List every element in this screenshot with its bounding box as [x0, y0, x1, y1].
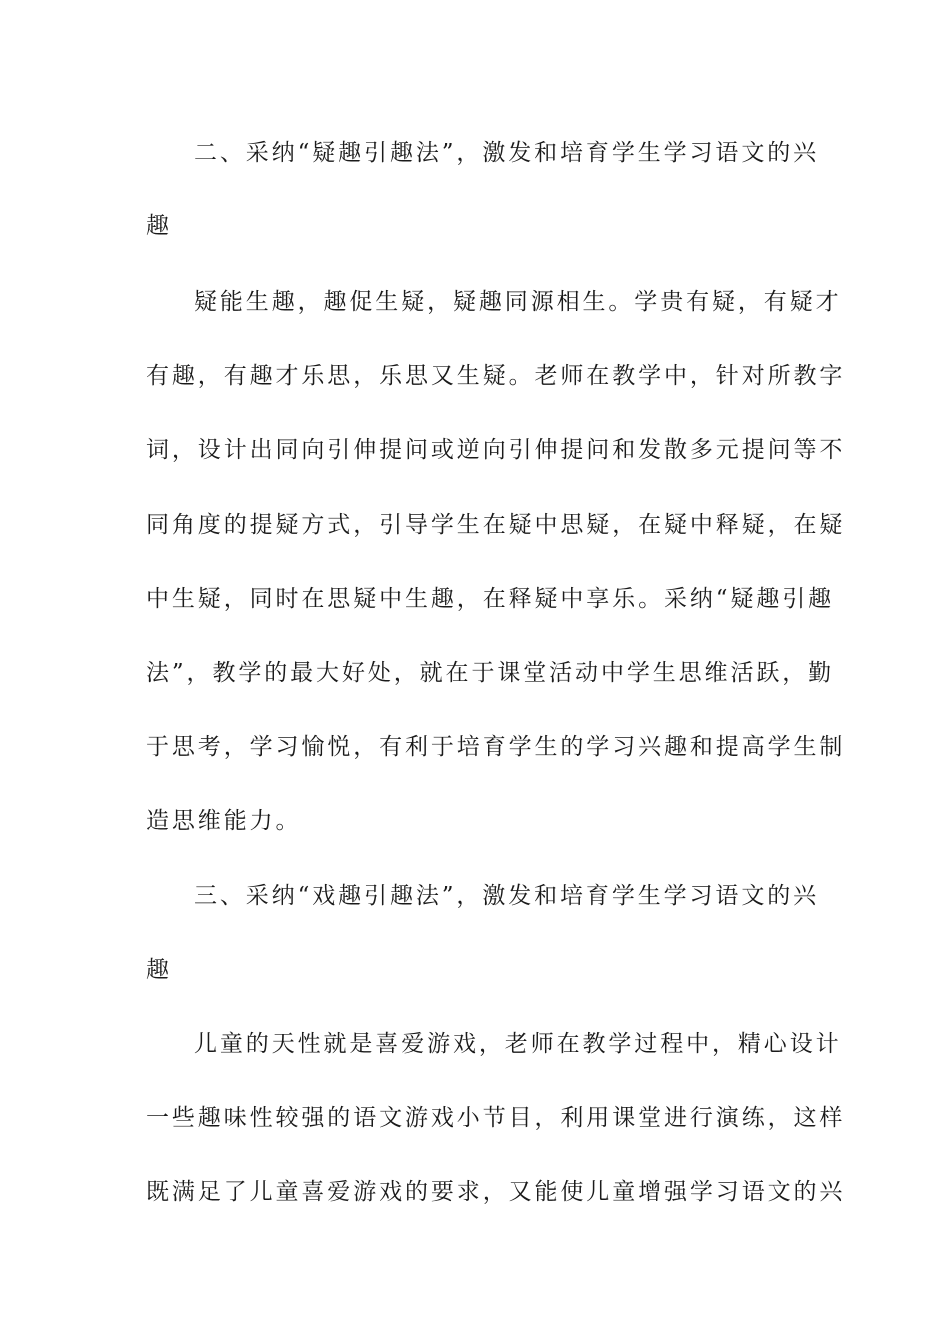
paragraph-line: 有趣，有趣才乐思，乐思又生疑。老师在教学中，针对所教字: [146, 363, 846, 389]
paragraph-line: 既满足了儿童喜爱游戏的要求，又能使儿童增强学习语文的兴: [146, 1179, 846, 1205]
paragraph-line: 疑能生趣，趣促生疑，疑趣同源相生。学贵有疑，有疑才: [194, 289, 842, 315]
paragraph-line: 词，设计出同向引伸提问或逆向引伸提问和发散多元提问等不: [146, 437, 846, 463]
section-heading-3-continued: 趣: [146, 957, 172, 983]
section-heading-2-continued: 趣: [146, 213, 172, 239]
section-heading-3: 三、采纳“戏趣引趣法”，激发和培育学生学习语文的兴: [194, 883, 820, 909]
paragraph-line: 同角度的提疑方式，引导学生在疑中思疑，在疑中释疑，在疑: [146, 512, 846, 538]
paragraph-line: 儿童的天性就是喜爱游戏，老师在教学过程中，精心设计: [194, 1031, 842, 1057]
paragraph-line: 于思考，学习愉悦，有利于培育学生的学习兴趣和提高学生制: [146, 734, 846, 760]
paragraph-line: 中生疑，同时在思疑中生趣，在释疑中享乐。采纳“疑趣引趣: [146, 586, 835, 612]
paragraph-line: 造思维能力。: [146, 808, 302, 834]
paragraph-line: 法”，教学的最大好处，就在于课堂活动中学生思维活跃，勤: [146, 660, 835, 686]
paragraph-line: 一些趣味性较强的语文游戏小节目，利用课堂进行演练，这样: [146, 1105, 846, 1131]
section-heading-2: 二、采纳“疑趣引趣法”，激发和培育学生学习语文的兴: [194, 140, 820, 166]
